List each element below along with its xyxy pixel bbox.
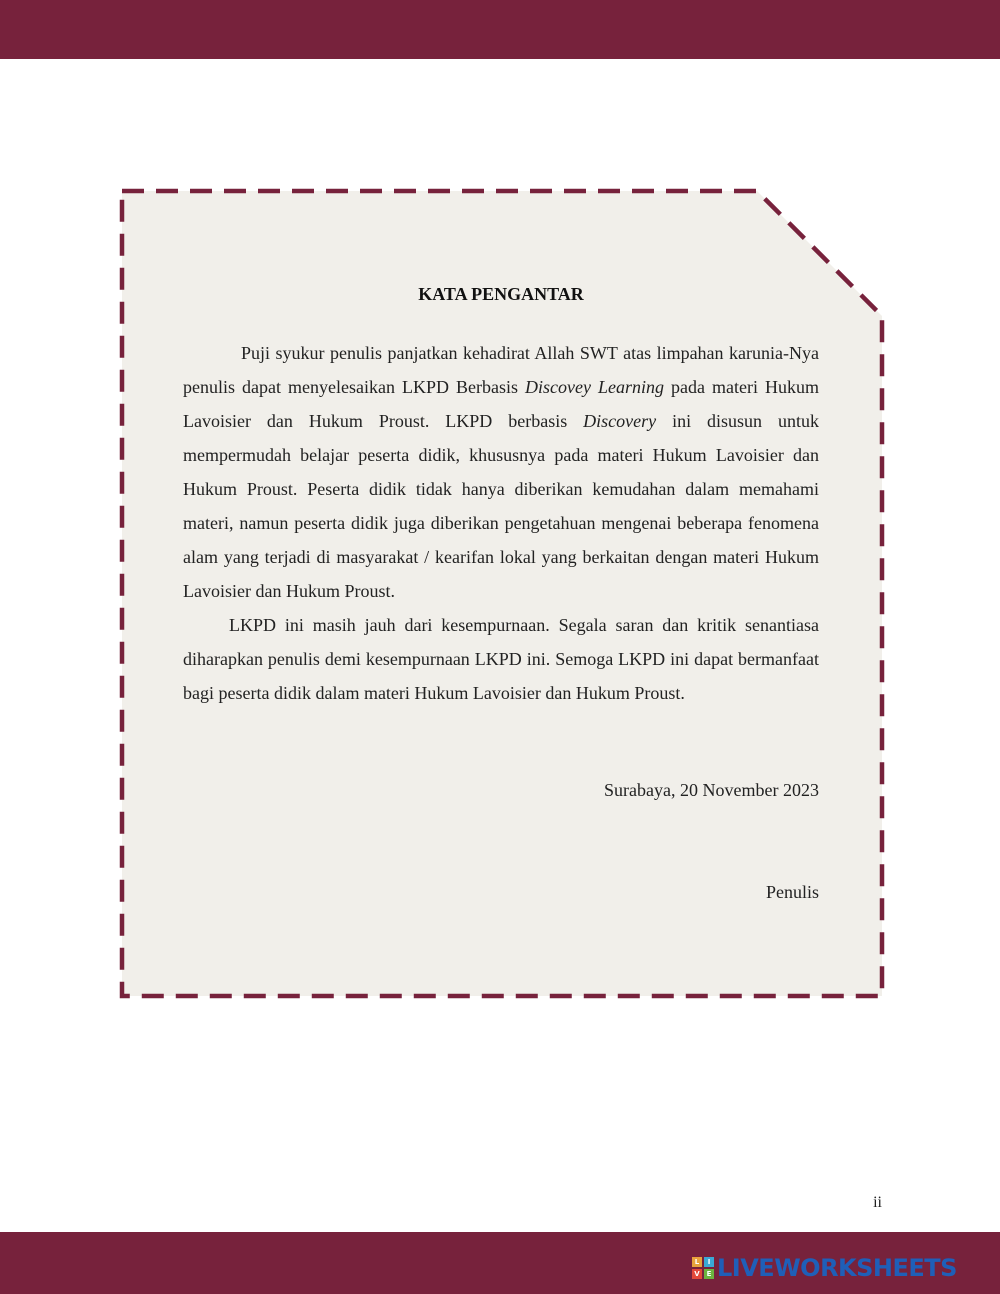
- paragraph-closing: LKPD ini masih jauh dari kesempurnaan. Segala saran dan kritik senantiasa diharapkan penulis demi kesempurnaan LKPD ini. Semoga LKPD ini dapat bermanfaat bagi peserta didik dalam materi Hukum Lavoisier dan Hukum Proust.: [183, 615, 819, 703]
- paragraph-intro-emphasis-1: Discovey Learning: [525, 377, 664, 397]
- page-title: KATA PENGANTAR: [418, 284, 584, 304]
- liveworksheets-brand[interactable]: [692, 1253, 957, 1283]
- paragraph-intro-text-2: pada materi Hukum Lavoisier dan Hukum Proust. LKPD berbasis: [183, 377, 819, 431]
- page-number: ii: [873, 1194, 882, 1211]
- logo-tile-i: I: [704, 1257, 714, 1267]
- paragraph-intro: [183, 336, 819, 608]
- author-signature: Penulis: [765, 882, 819, 902]
- liveworksheets-logo-icon: [692, 1257, 714, 1279]
- place-date: Surabaya, 20 November 2023: [604, 780, 819, 800]
- logo-tile-v: V: [692, 1269, 702, 1279]
- logo-tile-l: L: [692, 1257, 702, 1267]
- logo-tile-e: E: [704, 1269, 714, 1279]
- brand-name: LIVEWORKSHEETS: [717, 1254, 957, 1282]
- document-body: [183, 336, 819, 710]
- paragraph-intro-text-1: Puji syukur penulis panjatkan kehadirat Allah SWT atas limpahan karunia-Nya penulis dapat menyelesaikan LKPD Berbasis: [183, 343, 819, 397]
- paragraph-intro-text-3: ini disusun untuk mempermudah belajar peserta didik, khususnya pada materi Hukum Lavoisier dan Hukum Proust. Peserta didik tidak hanya diberikan kemudahan dalam memahami materi, namun peserta didik juga diberikan pengetahuan mengenai beberapa fenomena alam yang terjadi di masyarakat / kearifan lokal yang berkaitan dengan materi Hukum Lavoisier dan Hukum Proust.: [183, 411, 820, 601]
- paragraph-intro-emphasis-2: Discovery: [583, 411, 657, 431]
